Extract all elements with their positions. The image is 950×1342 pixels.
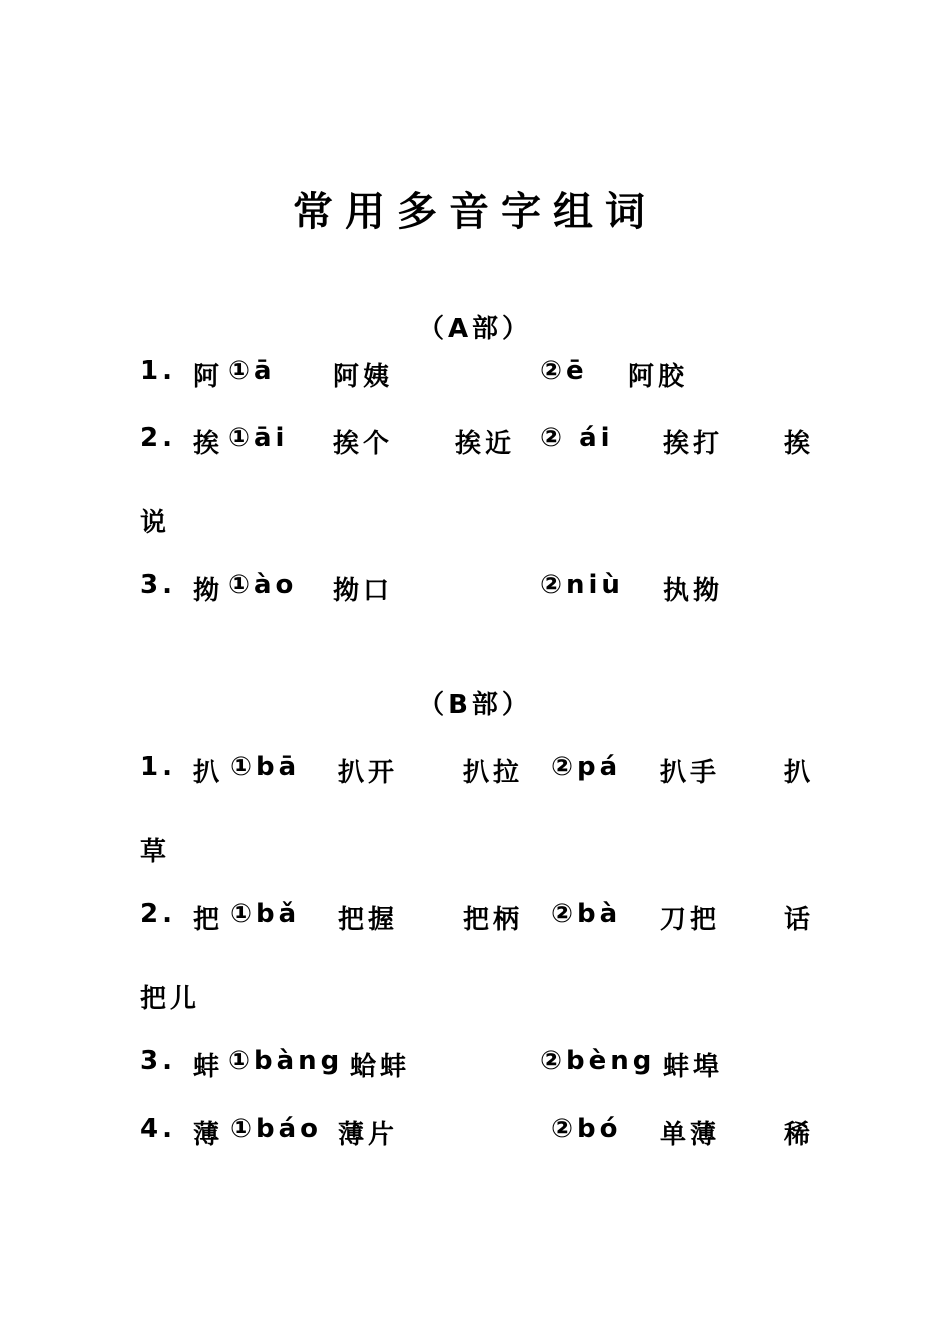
- entry-row: [0, 570, 950, 610]
- entry-character: 挨: [193, 429, 224, 459]
- word-1: 薄片: [338, 1120, 399, 1150]
- reading-1: ①bā: [230, 752, 301, 782]
- word-1: 扒开: [338, 758, 399, 788]
- word-1: 挨个: [333, 429, 394, 459]
- word-3: 单薄: [660, 1120, 721, 1150]
- entry-row: [0, 752, 950, 792]
- word-4: 扒: [784, 758, 815, 788]
- word-1: 蛤蚌: [350, 1052, 411, 1082]
- reading-2: ②bà: [551, 899, 622, 929]
- reading-2: ②bó: [551, 1114, 622, 1144]
- word-3: 扒手: [660, 758, 721, 788]
- reading-1: ①ào: [228, 570, 298, 600]
- entry-row: [0, 356, 950, 396]
- reading-1: ①āi: [228, 423, 289, 453]
- word-3: 挨打: [663, 429, 724, 459]
- word-4: 话: [784, 905, 815, 935]
- entry-continuation: 把儿: [140, 984, 201, 1014]
- reading-2: ② ái: [540, 423, 614, 453]
- reading-1: ①ā: [228, 356, 276, 386]
- word-1: 阿姨: [333, 362, 394, 392]
- word-2: 扒拉: [463, 758, 524, 788]
- section-heading-b: （B部）: [418, 690, 532, 720]
- entry-row: [0, 423, 950, 463]
- word-4: 挨: [784, 429, 815, 459]
- entry-number: 2.: [140, 899, 176, 929]
- entry-continuation: 说: [140, 508, 171, 538]
- entry-character: 扒: [193, 758, 224, 788]
- entry-number: 2.: [140, 423, 176, 453]
- word-2: 挨近: [455, 429, 516, 459]
- reading-1: ①bǎ: [230, 899, 301, 929]
- reading-2: ②pá: [551, 752, 622, 782]
- word-1: 拗口: [333, 576, 394, 606]
- word-3: 阿胶: [628, 362, 689, 392]
- entry-character: 阿: [193, 362, 224, 392]
- page-title: 常用多音字组词: [293, 189, 657, 235]
- entry-number: 4.: [140, 1114, 176, 1144]
- word-3: 蚌埠: [663, 1052, 724, 1082]
- entry-character: 拗: [193, 576, 224, 606]
- entry-number: 1.: [140, 752, 176, 782]
- entry-row: [0, 1046, 950, 1086]
- entry-number: 1.: [140, 356, 176, 386]
- word-2: 把柄: [463, 905, 524, 935]
- reading-1: ①báo: [230, 1114, 323, 1144]
- entry-row: [0, 1114, 950, 1154]
- section-heading-a: （A部）: [417, 314, 533, 344]
- word-1: 把握: [338, 905, 399, 935]
- entry-row: [0, 899, 950, 939]
- entry-character: 薄: [193, 1120, 224, 1150]
- entry-continuation: 草: [140, 837, 171, 867]
- entry-character: 把: [193, 905, 224, 935]
- reading-2: ②ē: [540, 356, 588, 386]
- reading-1: ①bàng: [228, 1046, 344, 1076]
- entry-number: 3.: [140, 570, 176, 600]
- entry-character: 蚌: [193, 1052, 224, 1082]
- word-3: 执拗: [663, 576, 724, 606]
- entry-number: 3.: [140, 1046, 176, 1076]
- word-3: 刀把: [660, 905, 721, 935]
- reading-2: ②bèng: [540, 1046, 656, 1076]
- reading-2: ②niù: [540, 570, 624, 600]
- word-4: 稀: [784, 1120, 815, 1150]
